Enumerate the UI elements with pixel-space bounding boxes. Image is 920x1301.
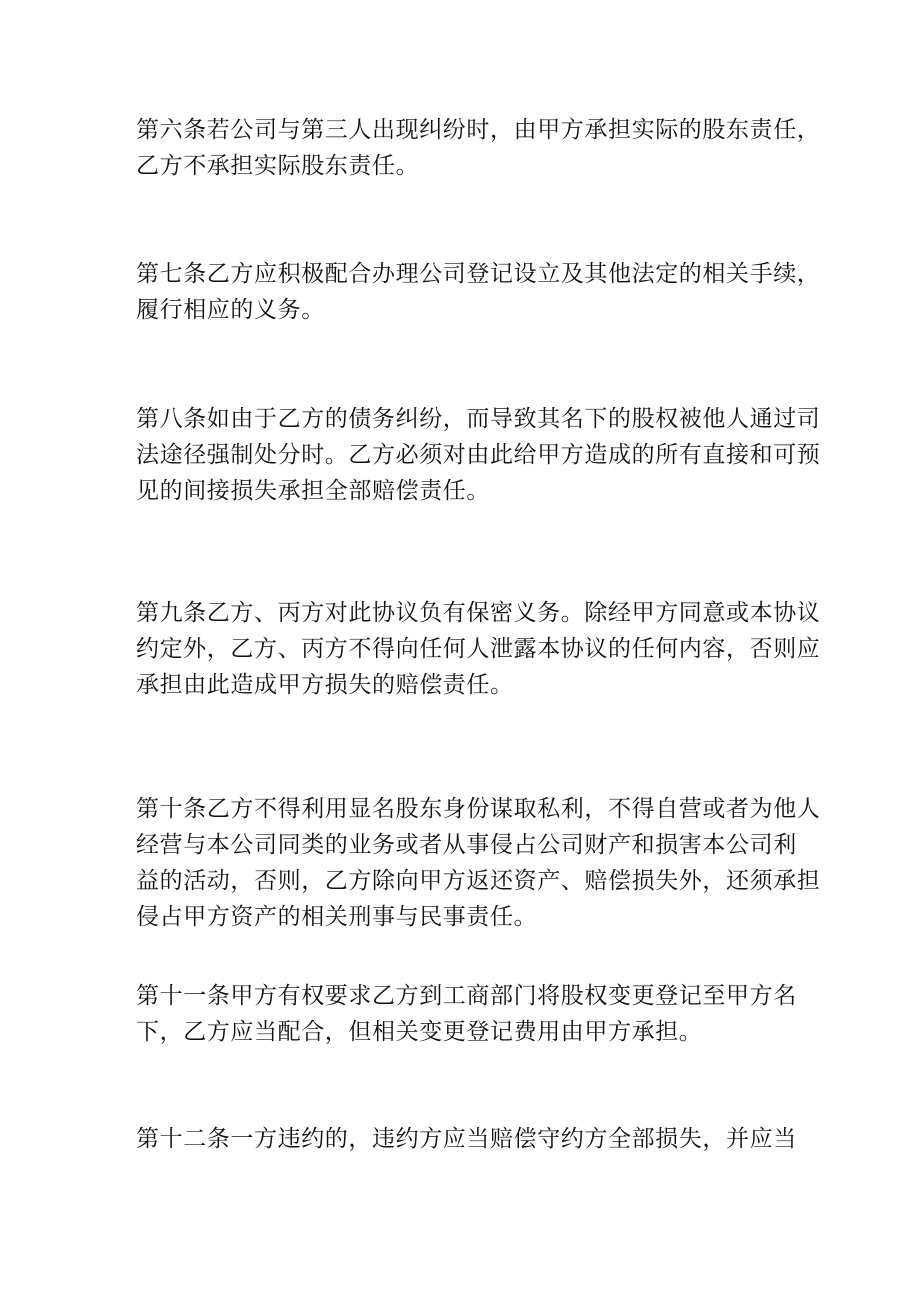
paragraph-line: 第六条若公司与第三人出现纠纷时，由甲方承担实际的股东责任，	[136, 117, 821, 143]
paragraph-line: 侵占甲方资产的相关刑事与民事责任。	[136, 904, 538, 930]
paragraph-line: 下，乙方应当配合，但相关变更登记费用由甲方承担。	[136, 1019, 703, 1045]
paragraph-line: 约定外，乙方、丙方不得向任何人泄露本协议的任何内容，否则应	[136, 636, 821, 662]
paragraph-line: 经营与本公司同类的业务或者从事侵占公司财产和损害本公司利	[136, 832, 797, 858]
paragraph-line: 益的活动，否则，乙方除向甲方返还资产、赔偿损失外，还须承担	[136, 868, 821, 894]
article-6-paragraph	[136, 112, 820, 184]
paragraph-line: 法途径强制处分时。乙方必须对由此给甲方造成的所有直接和可预	[136, 442, 821, 468]
paragraph-line: 乙方不承担实际股东责任。	[136, 153, 420, 179]
article-10-paragraph	[136, 791, 820, 935]
article-9-paragraph	[136, 595, 820, 703]
article-12-paragraph	[136, 1121, 797, 1157]
paragraph-line: 见的间接损失承担全部赔偿责任。	[136, 478, 490, 504]
article-8-paragraph	[136, 401, 820, 509]
article-11-paragraph	[136, 978, 797, 1050]
paragraph-line: 第十一条甲方有权要求乙方到工商部门将股权变更登记至甲方名	[136, 983, 797, 1009]
paragraph-line: 第七条乙方应积极配合办理公司登记设立及其他法定的相关手续，	[136, 261, 821, 287]
paragraph-line: 第十条乙方不得利用显名股东身份谋取私利，不得自营或者为他人	[136, 796, 821, 822]
article-7-paragraph	[136, 256, 820, 328]
paragraph-line: 第八条如由于乙方的债务纠纷，而导致其名下的股权被他人通过司	[136, 406, 821, 432]
paragraph-line: 承担由此造成甲方损失的赔偿责任。	[136, 672, 514, 698]
paragraph-line: 履行相应的义务。	[136, 297, 325, 323]
paragraph-line: 第九条乙方、丙方对此协议负有保密义务。除经甲方同意或本协议	[136, 600, 821, 626]
paragraph-line: 第十二条一方违约的，违约方应当赔偿守约方全部损失，并应当	[136, 1126, 797, 1152]
